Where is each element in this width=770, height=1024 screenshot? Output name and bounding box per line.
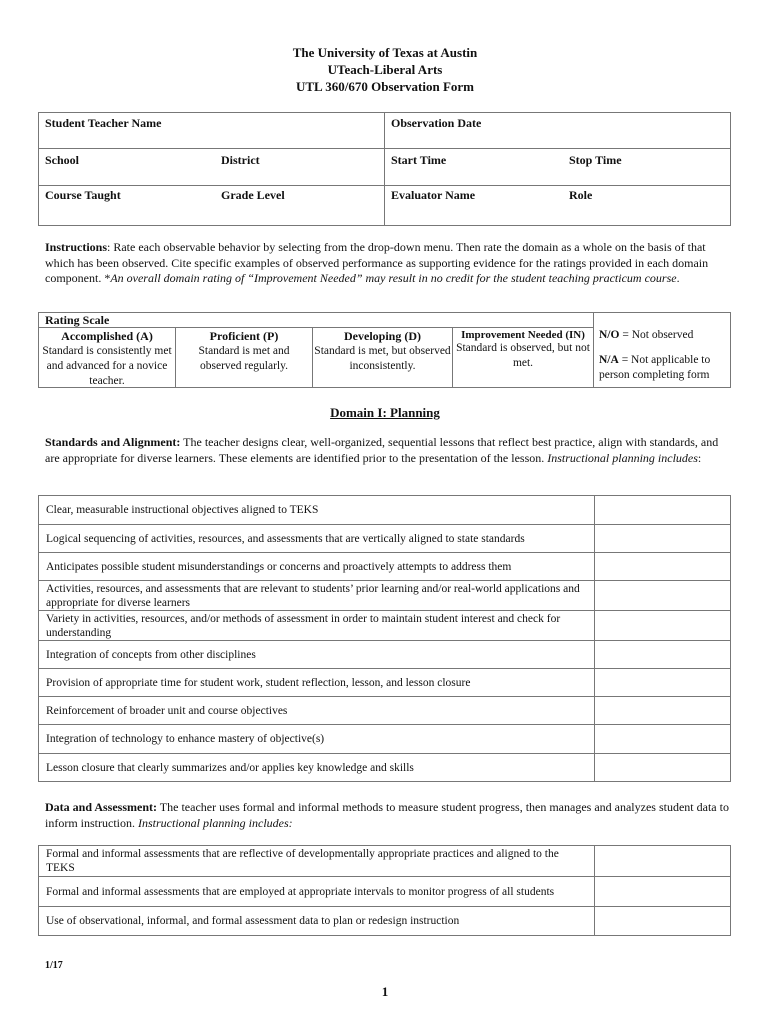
rating-accomplished: Accomplished (A) Standard is consistently met and advanced for a novice teacher. <box>42 329 172 387</box>
form-header <box>0 44 770 95</box>
item-label: Logical sequencing of activities, resources, and assessments that are vertically aligned to state standards <box>39 525 595 553</box>
item-label: Integration of concepts from other disciplines <box>39 641 595 669</box>
item-label: Integration of technology to enhance mastery of objective(s) <box>39 725 595 754</box>
rating-dropdown[interactable] <box>595 525 731 553</box>
domain-title: Domain I: Planning <box>330 405 440 420</box>
evaluator-name-field[interactable]: Evaluator Name <box>391 188 476 202</box>
course-taught-field[interactable]: Course Taught <box>45 188 121 202</box>
rating-not-observed: N/O = Not observed <box>599 329 694 341</box>
rating-scale-title: Rating Scale <box>45 313 110 327</box>
rating-dropdown[interactable] <box>595 669 731 697</box>
table-row <box>39 754 731 782</box>
rating-proficient: Proficient (P) Standard is met and observed regularly. <box>198 329 290 372</box>
rating-developing: Developing (D) Standard is met, but observed inconsistently. <box>314 329 451 372</box>
item-label: Formal and informal assessments that are employed at appropriate intervals to monitor progress of all students <box>39 877 595 907</box>
planning-items-table <box>38 495 731 782</box>
item-label: Lesson closure that clearly summarizes and/or applies key knowledge and skills <box>39 754 595 782</box>
table-row <box>39 496 731 525</box>
item-label: Activities, resources, and assessments that are relevant to students’ prior learning and/or real-world applications and appropriate for diverse learners <box>39 581 595 611</box>
item-label: Variety in activities, resources, and/or methods of assessment in order to maintain student interest and check for understanding <box>39 611 595 641</box>
department-name: UTeach-Liberal Arts <box>327 62 443 77</box>
standards-paragraph: Standards and Alignment: The teacher designs clear, well-organized, sequential lessons that reflect best practice, align with standards, and are appropriate for diverse learners. These elements are identified prior to the presentation of the lesson. Instructional planning includes: <box>45 435 719 465</box>
instructions-paragraph: Instructions: Rate each observable behavior by selecting from the drop-down menu. Then rate the domain as a whole on the basis of that which has been observed. Cite specific examples of observed performance as supporting evidence for the ratings provided in each domain component. *An overall domain rating of “Improvement Needed” may result in no credit for the student teaching practicum course. <box>45 240 709 285</box>
observation-date-field[interactable]: Observation Date <box>391 116 482 130</box>
table-row <box>39 641 731 669</box>
table-row <box>39 525 731 553</box>
instructions-italic: An overall domain rating of “Improvement Needed” may result in no credit for the student teaching practicum course <box>110 271 677 285</box>
stop-time-field[interactable]: Stop Time <box>569 153 622 167</box>
data-assessment-paragraph: Data and Assessment: The teacher uses formal and informal methods to measure student progress, then manages and analyzes student data to inform instruction. Instructional planning includes: <box>45 800 729 830</box>
district-field[interactable]: District <box>221 153 260 167</box>
item-label: Provision of appropriate time for student work, student reflection, lesson, and lesson closure <box>39 669 595 697</box>
item-label: Anticipates possible student misunderstandings or concerns and proactively attempts to address them <box>39 553 595 581</box>
table-row <box>39 669 731 697</box>
instructions-text: : Rate each observable behavior by selecting from the drop-down menu. Then rate the domain as a whole on the basis of that which has been observed. Cite specific examples of observed performance as supporting evidence for the ratings provided in each domain component. * <box>45 240 709 285</box>
item-label: Use of observational, informal, and formal assessment data to plan or redesign instruction <box>39 907 595 936</box>
table-row <box>39 581 731 611</box>
rating-dropdown[interactable] <box>595 877 731 907</box>
start-time-field[interactable]: Start Time <box>391 153 447 167</box>
table-row <box>39 611 731 641</box>
table-row <box>39 725 731 754</box>
grade-level-field[interactable]: Grade Level <box>221 188 285 202</box>
rating-dropdown[interactable] <box>595 581 731 611</box>
rating-dropdown[interactable] <box>595 846 731 877</box>
table-row <box>39 846 731 877</box>
form-title: UTL 360/670 Observation Form <box>295 79 475 94</box>
assessment-items-table <box>38 845 731 936</box>
rating-dropdown[interactable] <box>595 496 731 525</box>
rating-dropdown[interactable] <box>595 641 731 669</box>
item-label: Formal and informal assessments that are reflective of developmentally appropriate practices and aligned to the TEKS <box>39 846 595 877</box>
table-row <box>39 553 731 581</box>
item-label: Reinforcement of broader unit and course objectives <box>39 697 595 725</box>
school-field[interactable]: School <box>45 153 80 167</box>
form-version: 1/17 <box>45 960 63 971</box>
role-field[interactable]: Role <box>569 188 593 202</box>
table-row <box>39 877 731 907</box>
instructions-label: Instructions <box>45 240 108 254</box>
page-number: 1 <box>381 984 389 999</box>
rating-dropdown[interactable] <box>595 725 731 754</box>
rating-improvement-needed: Improvement Needed (IN) Standard is observed, but not met. <box>456 329 590 369</box>
rating-dropdown[interactable] <box>595 907 731 936</box>
table-row <box>39 907 731 936</box>
university-name: The University of Texas at Austin <box>292 45 478 60</box>
student-teacher-name-field[interactable]: Student Teacher Name <box>45 116 162 130</box>
item-label: Clear, measurable instructional objectives aligned to TEKS <box>39 496 595 525</box>
rating-dropdown[interactable] <box>595 697 731 725</box>
table-row <box>39 697 731 725</box>
rating-not-applicable: N/A = Not applicable to person completing form <box>599 354 711 381</box>
rating-dropdown[interactable] <box>595 553 731 581</box>
rating-dropdown[interactable] <box>595 754 731 782</box>
rating-dropdown[interactable] <box>595 611 731 641</box>
